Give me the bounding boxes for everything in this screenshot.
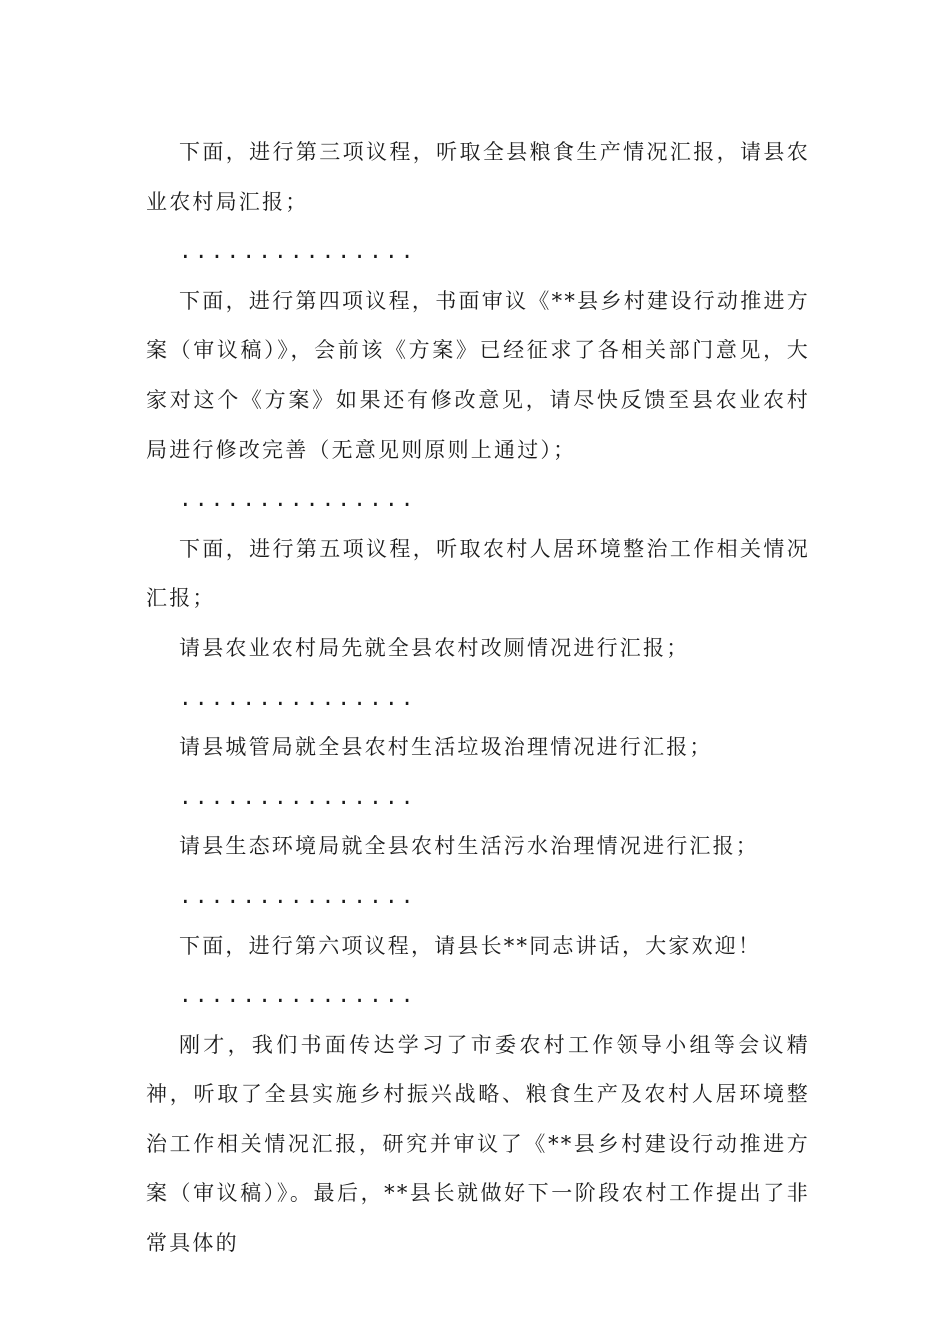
garbage-report-request: 请县城管局就全县农村生活垃圾治理情况进行汇报； (179, 735, 713, 760)
ellipsis-separator: ............... (179, 487, 417, 512)
ellipsis-separator: ............... (179, 983, 417, 1008)
ellipsis-separator: ............... (179, 239, 417, 264)
ellipsis-separator: ............... (179, 685, 417, 710)
document-body (146, 128, 810, 1269)
agenda-item-6-paragraph: 下面，进行第六项议程，请县长**同志讲话，大家欢迎！ (179, 933, 762, 958)
ellipsis-separator: ............... (179, 883, 417, 908)
summary-paragraph: 刚才，我们书面传达学习了市委农村工作领导小组等会议精神，听取了全县实施乡村振兴战略、粮食生产及农村人居环境整治工作相关情况汇报，研究并审议了《**县乡村建设行动推进方案（审议稿）》。最后，**县长就做好下一阶段农村工作提出了非常具体的 (146, 1032, 810, 1256)
agenda-item-4-paragraph: 下面，进行第四项议程，书面审议《**县乡村建设行动推进方案（审议稿）》，会前该《方案》已经征求了各相关部门意见，大家对这个《方案》如果还有修改意见，请尽快反馈至县农业农村局进行修改完善（无意见则原则上通过）； (146, 288, 810, 462)
toilet-report-request: 请县农业农村局先就全县农村改厕情况进行汇报； (179, 635, 690, 660)
sewage-report-request: 请县生态环境局就全县农村生活污水治理情况进行汇报； (179, 834, 759, 859)
agenda-item-5-paragraph: 下面，进行第五项议程，听取农村人居环境整治工作相关情况汇报； (146, 536, 810, 611)
agenda-item-3-paragraph: 下面，进行第三项议程，听取全县粮食生产情况汇报，请县农业农村局汇报； (146, 140, 810, 214)
ellipsis-separator: ............... (179, 784, 417, 809)
